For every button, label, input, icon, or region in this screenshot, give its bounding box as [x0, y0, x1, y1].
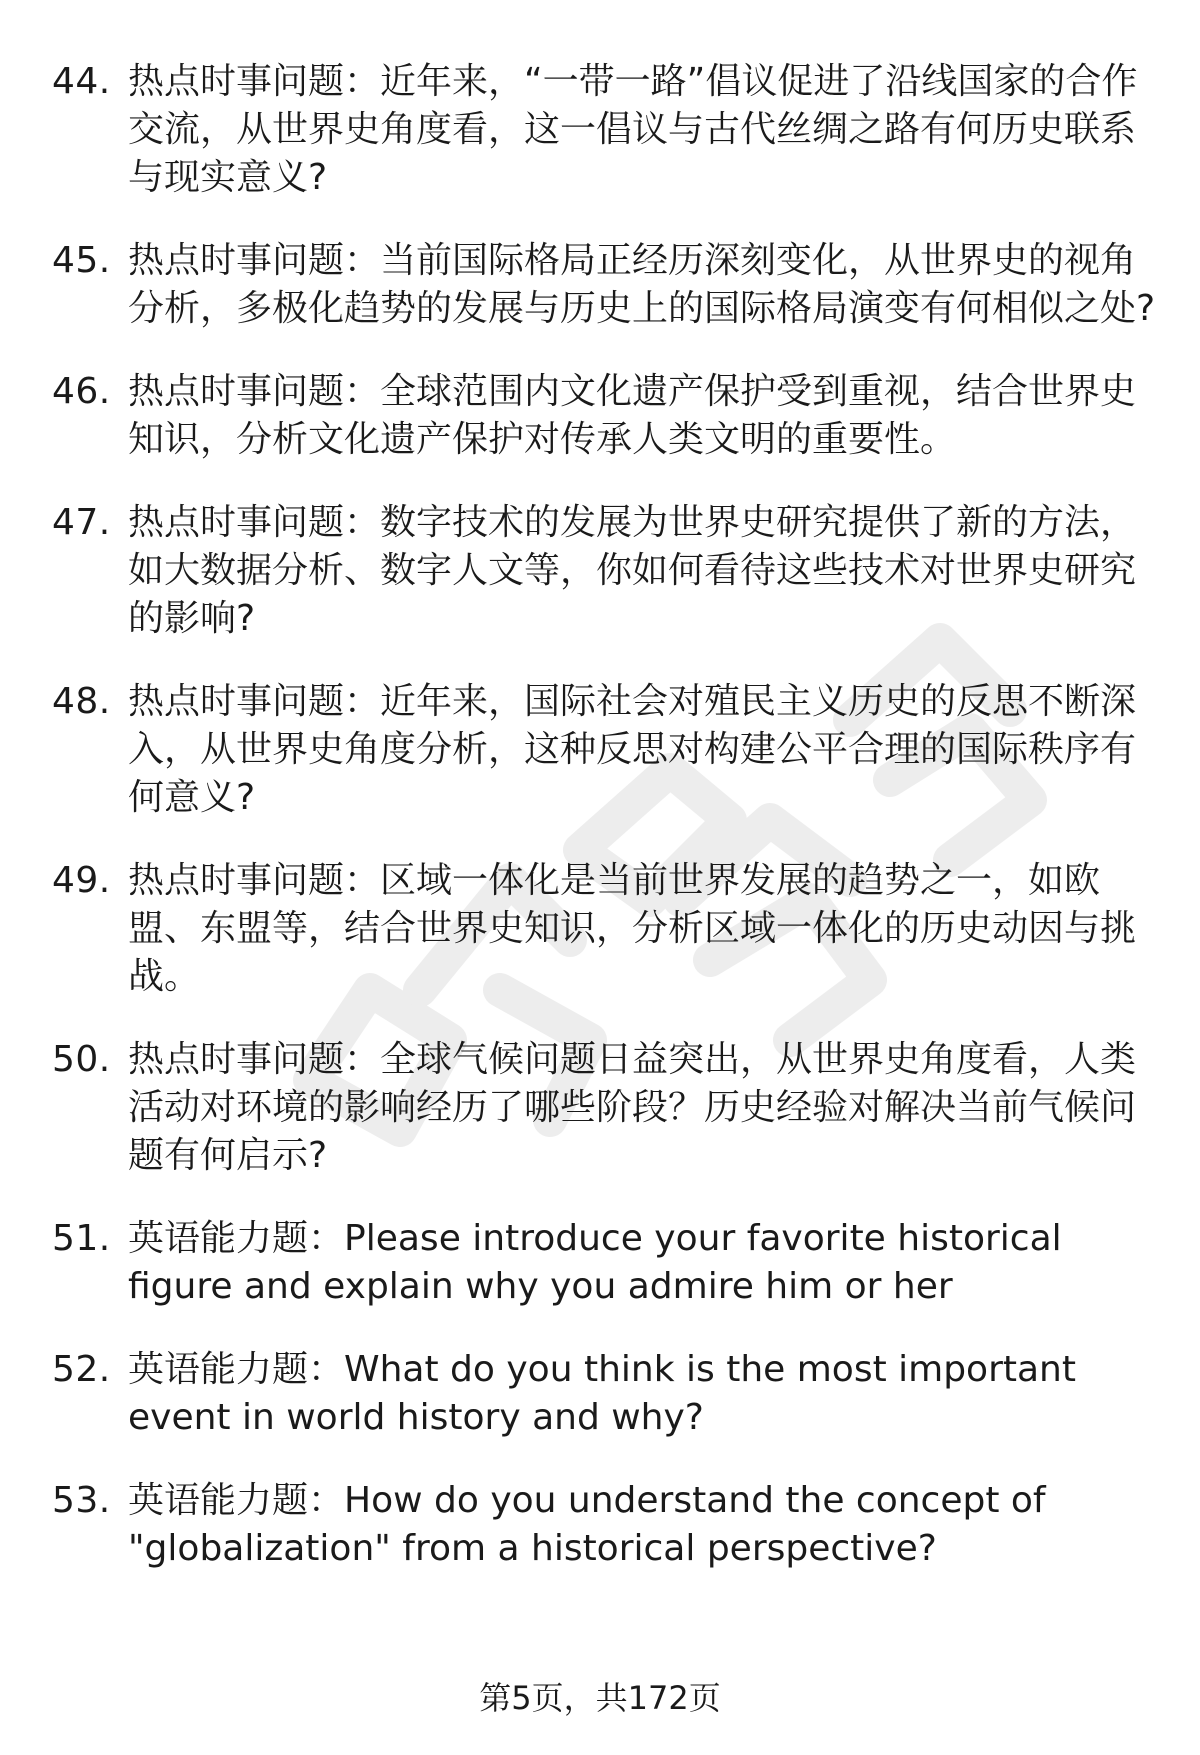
question-body: [128, 1036, 1162, 1180]
question-body: [128, 368, 1162, 464]
question-text: How do you understand the concept of "globalization" from a historical perspective?: [128, 1480, 1046, 1569]
question-category: 热点时事问题：: [128, 1039, 381, 1080]
question-category: 英语能力题：: [128, 1349, 345, 1390]
question-number: 46.: [52, 371, 111, 412]
question-number: 50.: [52, 1039, 111, 1080]
question-text: 全球范围内文化遗产保护受到重视，结合世界史知识，分析文化遗产保护对传承人类文明的重要性。: [128, 371, 1137, 460]
question-number: 52.: [52, 1349, 111, 1390]
question-body: [128, 678, 1162, 822]
question-50: [52, 1036, 1162, 1180]
question-text: 全球气候问题日益突出，从世界史角度看，人类活动对环境的影响经历了哪些阶段？历史经验对解决当前气候问题有何启示?: [128, 1039, 1137, 1176]
question-text: Please introduce your favorite historical figure and explain why you admire him or her: [128, 1218, 1062, 1307]
question-category: 热点时事问题：: [128, 371, 381, 412]
question-category: 热点时事问题：: [128, 240, 381, 281]
question-text: 区域一体化是当前世界发展的趋势之一，如欧盟、东盟等，结合世界史知识，分析区域一体化的历史动因与挑战。: [128, 860, 1137, 997]
question-category: 英语能力题：: [128, 1480, 345, 1521]
question-body: [128, 1215, 1162, 1311]
question-body: [128, 237, 1162, 333]
question-text: What do you think is the most important event in world history and why?: [128, 1349, 1076, 1438]
question-number: 49.: [52, 860, 111, 901]
question-46: [52, 368, 1162, 464]
page-footer: [0, 1678, 1200, 1718]
question-category: 热点时事问题：: [128, 61, 381, 102]
page-number-label: 第5页，共172页: [479, 1679, 721, 1717]
question-category: 英语能力题：: [128, 1218, 345, 1259]
question-48: [52, 678, 1162, 822]
question-category: 热点时事问题：: [128, 860, 381, 901]
question-body: [128, 58, 1162, 202]
question-52: [52, 1346, 1162, 1442]
question-number: 53.: [52, 1480, 111, 1521]
question-45: [52, 237, 1162, 333]
question-53: [52, 1477, 1162, 1573]
question-number: 48.: [52, 681, 111, 722]
question-number: 45.: [52, 240, 111, 281]
question-body: [128, 1477, 1162, 1573]
question-body: [128, 499, 1162, 643]
question-49: [52, 857, 1162, 1001]
question-51: [52, 1215, 1162, 1311]
question-category: 热点时事问题：: [128, 681, 381, 722]
question-list: [52, 58, 1162, 1608]
question-text: 当前国际格局正经历深刻变化，从世界史的视角分析，多极化趋势的发展与历史上的国际格局演变有何相似之处?: [128, 240, 1156, 329]
question-body: [128, 1346, 1162, 1442]
question-number: 47.: [52, 502, 111, 543]
question-category: 热点时事问题：: [128, 502, 381, 543]
question-number: 51.: [52, 1218, 111, 1259]
question-body: [128, 857, 1162, 1001]
question-text: 数字技术的发展为世界史研究提供了新的方法，如大数据分析、数字人文等，你如何看待这些技术对世界史研究的影响?: [128, 502, 1137, 639]
question-text: 近年来，国际社会对殖民主义历史的反思不断深入，从世界史角度分析，这种反思对构建公平合理的国际秩序有何意义?: [128, 681, 1137, 818]
question-number: 44.: [52, 61, 111, 102]
question-44: [52, 58, 1162, 202]
question-47: [52, 499, 1162, 643]
question-text: 近年来，“一带一路”倡议促进了沿线国家的合作交流，从世界史角度看，这一倡议与古代丝绸之路有何历史联系与现实意义?: [128, 61, 1138, 198]
